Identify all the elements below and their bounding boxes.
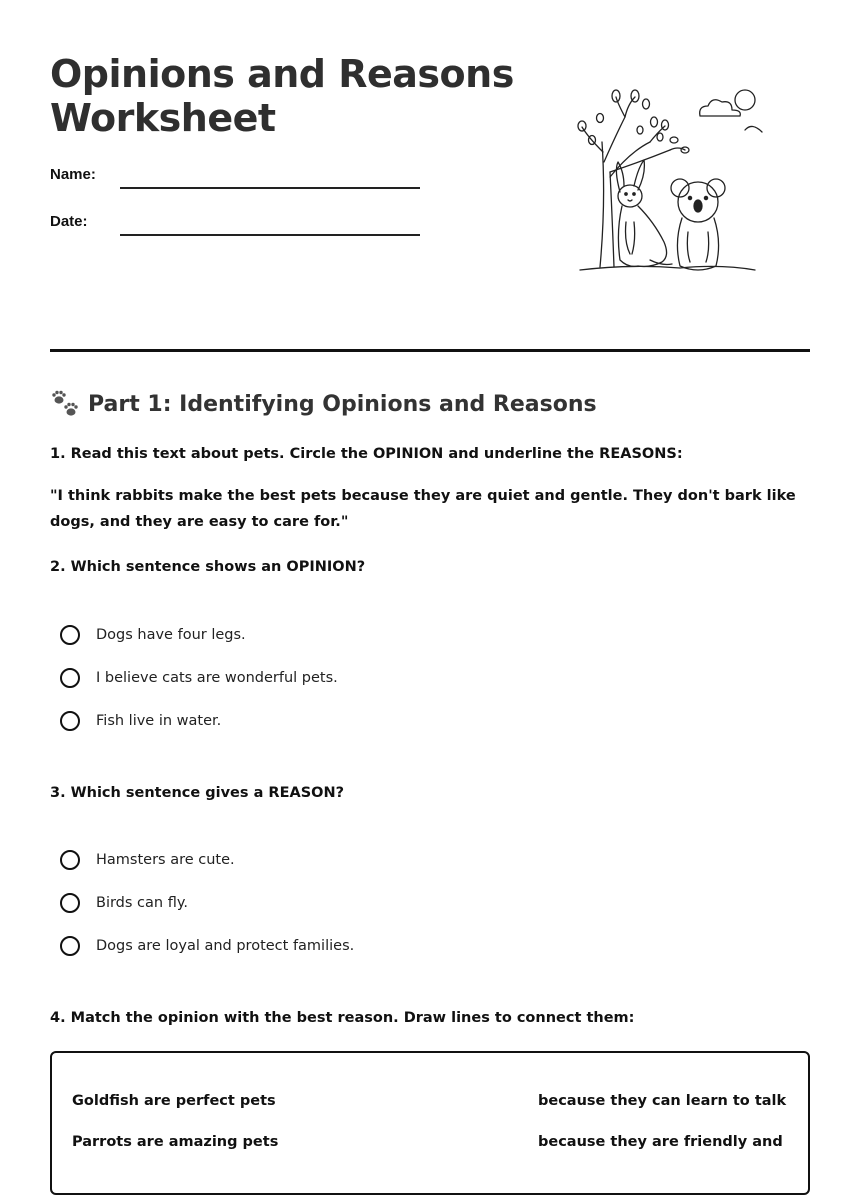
part1-heading [50, 388, 597, 420]
q2-option[interactable] [60, 622, 246, 648]
option-label: Dogs have four legs. [96, 627, 246, 643]
paw-prints-icon [50, 389, 80, 419]
option-label: Dogs are loyal and protect families. [96, 938, 355, 954]
radio-button[interactable] [60, 625, 80, 645]
radio-button[interactable] [60, 711, 80, 731]
q2-option[interactable] [60, 665, 338, 691]
rabbit-koala-tree-illustration [570, 82, 770, 282]
option-label: Birds can fly. [96, 895, 188, 911]
radio-button[interactable] [60, 850, 80, 870]
option-label: Fish live in water. [96, 713, 222, 729]
date-line-field[interactable] [120, 234, 420, 236]
q3-option[interactable] [60, 847, 235, 873]
q2-option[interactable] [60, 708, 221, 734]
opinion-item[interactable]: Goldfish are perfect pets [72, 1093, 276, 1109]
reason-item[interactable]: because they can learn to talk [538, 1093, 787, 1109]
reason-item[interactable]: because they are friendly and [538, 1134, 783, 1150]
q3-option[interactable] [60, 933, 354, 959]
radio-button[interactable] [60, 936, 80, 956]
section-divider [50, 349, 810, 352]
name-label: Name: [50, 166, 96, 183]
worksheet-title: Opinions and Reasons Worksheet [50, 52, 514, 140]
q1-passage: "I think rabbits make the best pets because they are quiet and gentle. They don't bark like dogs, and they are easy to care for." [50, 488, 796, 530]
q1-prompt: 1. Read this text about pets. Circle the OPINION and underline the REASONS: [50, 446, 683, 462]
q4-prompt: 4. Match the opinion with the best reason. Draw lines to connect them: [50, 1010, 635, 1026]
q2-prompt: 2. Which sentence shows an OPINION? [50, 559, 366, 575]
radio-button[interactable] [60, 668, 80, 688]
option-label: I believe cats are wonderful pets. [96, 670, 338, 686]
date-label: Date: [50, 213, 88, 230]
matching-box [50, 1051, 810, 1195]
part1-heading-text: Part 1: Identifying Opinions and Reasons [88, 391, 597, 417]
opinion-item[interactable]: Parrots are amazing pets [72, 1134, 279, 1150]
q3-prompt: 3. Which sentence gives a REASON? [50, 785, 345, 801]
name-line-field[interactable] [120, 187, 420, 189]
q3-option[interactable] [60, 890, 188, 916]
radio-button[interactable] [60, 893, 80, 913]
option-label: Hamsters are cute. [96, 852, 235, 868]
